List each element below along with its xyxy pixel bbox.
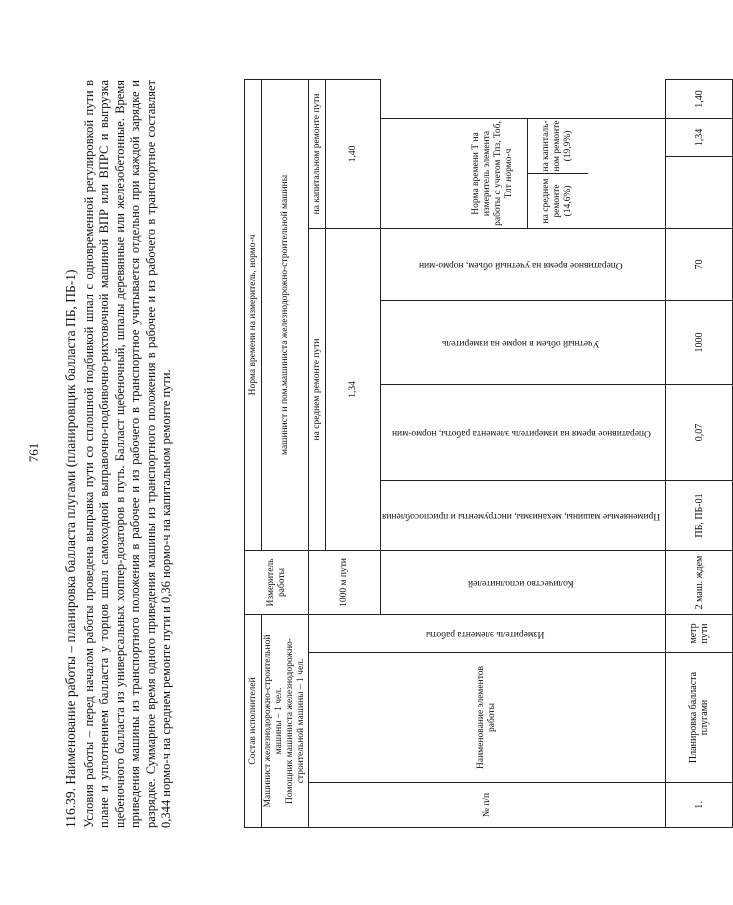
norm-cap-value: 1,40	[326, 79, 381, 228]
header-norm-time: Норма времени на измеритель, нормо-ч	[245, 79, 262, 550]
header-t-avg: на среднем ремонте (14,6%)	[528, 173, 588, 228]
header-norm-volume-text: Учетный объем в норме на измеритель	[442, 337, 600, 348]
header-staff: Состав исполнителей	[245, 614, 262, 827]
header-unit	[309, 614, 666, 652]
norm-avg-value: 1,34	[326, 228, 381, 550]
row-num: 1.	[666, 783, 733, 828]
header-t-cap: на капиталь-ном ремонте (19,9%)	[541, 120, 574, 172]
header-norm-T-group	[381, 118, 666, 228]
row-machines: ПБ, ПБ-01	[666, 480, 733, 550]
row-unit: метр пути	[666, 614, 733, 652]
norm-table	[244, 79, 733, 828]
header-machines	[381, 480, 666, 550]
staff-detail-2: Помощник машиниста железнодорожно-строительной машины – 1 чел.	[285, 638, 306, 804]
header-avg-repair: на среднем ремонте пути	[309, 228, 326, 550]
header-norm-volume	[381, 300, 666, 384]
work-conditions-text: Условия работы – перед началом работы проведена выправка пути со сплошной подбивкой шпал с одновременной регулировкой пути в плане и уплотнением балласта у торцов шпал самоходной выправочно-подбивочно-рихтовочной машиной ВПР или ВПРС и выгрузка щебеночного балласта из универсальных хоппер-дозаторов в путь. Балласт щебеночный, шпалы деревянные или железобетонные. Время приведения машины из транспортного положения в рабочее и из рабочего в транспортное учитывается отдельно при каждой зарядке и разрядке. Суммарное время одного приведения машины из транспортного положения в рабочее и из рабочего в транспортное составляет 0,344 нормо-ч на среднем ремонте пути и 0,36 нормо-ч на капитальном ремонте пути.	[82, 80, 174, 828]
meter-value: 1000 м пути	[309, 550, 381, 614]
row-spacer	[666, 156, 733, 228]
header-meter-work: Измеритель работы	[245, 550, 309, 614]
row-t-avg: 1,34	[666, 118, 733, 156]
header-norm-T: Норма времени Т на измеритель элемента работы с учетом Тпз, Тоб, Тлт нормо-ч	[459, 119, 528, 228]
header-staff-detail	[262, 614, 309, 827]
header-name: Наименование элементов работы	[309, 653, 666, 783]
row-t-cap: 1,40	[666, 79, 733, 118]
header-machines-text: Применяемые машины, механизмы, инструменты и приспособления	[382, 510, 661, 521]
header-norm-T-split	[528, 119, 588, 228]
header-count	[381, 550, 666, 614]
row-count: 2 маш. ждем	[666, 550, 733, 614]
row-op-time: 0,07	[666, 384, 733, 480]
header-num: № п/п	[309, 783, 666, 828]
table-row	[666, 79, 733, 827]
header-norm-operators: машинист и пом.машиниста железнодорожно-строительной машины	[262, 79, 309, 550]
page-number: 761	[26, 442, 41, 463]
staff-detail-1: Машинист железнодорожно-строительной машины – 1 чел.	[263, 634, 284, 808]
header-op-time	[381, 384, 666, 480]
header-cap-repair: на капитальном ремонте пути	[309, 79, 326, 228]
row-name: Планировка балласта плугами	[666, 653, 733, 783]
intro-block	[63, 80, 174, 828]
header-op-time-volume	[381, 228, 666, 300]
header-count-text: Количество исполнителей	[468, 577, 574, 588]
row-volume: 1000	[666, 300, 733, 384]
header-unit-text: Измеритель элемента работы	[425, 629, 545, 639]
header-op-time-text: Оперативное время на измеритель элемента работы, нормо-мин	[391, 427, 651, 438]
header-op-time-volume-text: Оперативное время на учетный объем, нормо-мин	[419, 259, 623, 270]
section-title: 116.39. Наименование работы – планировка балласта плугами (планировщик балласта ПБ, ПБ-1)	[63, 269, 78, 828]
row-op-time-volume: 70	[666, 228, 733, 300]
